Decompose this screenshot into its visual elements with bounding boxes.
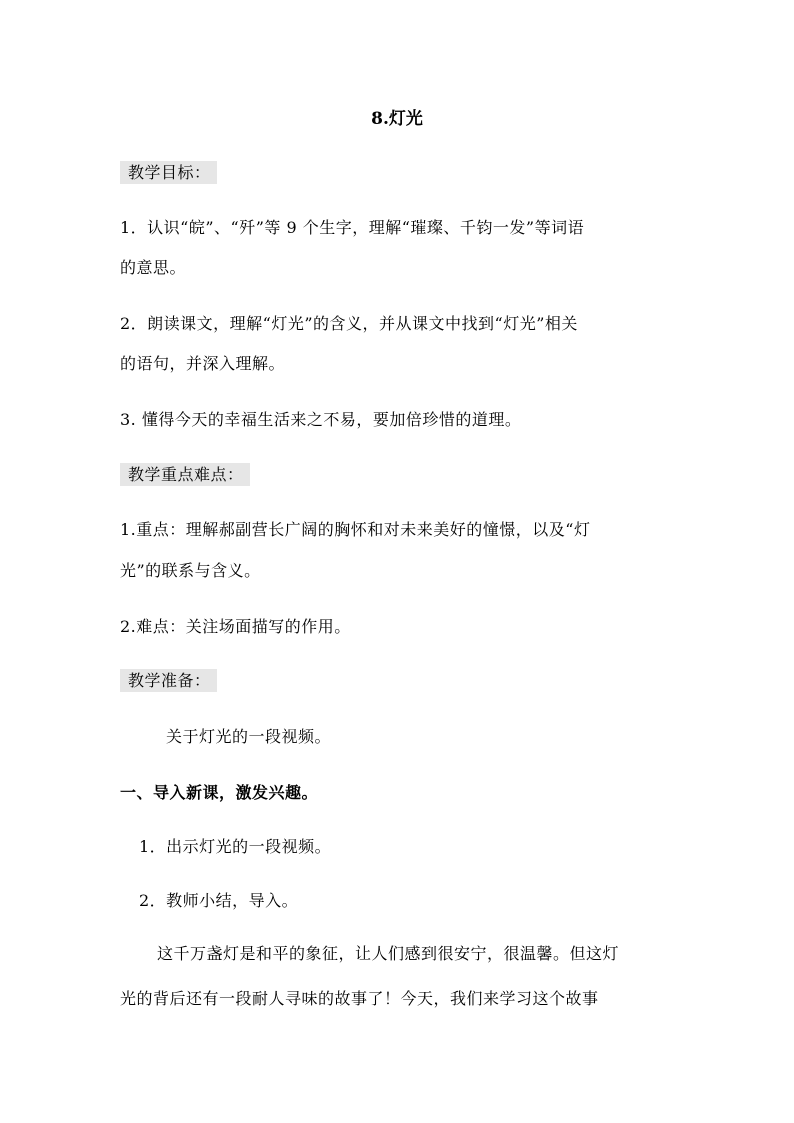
prep-heading-row (120, 671, 217, 691)
goal-1-line-2: 的意思。 (120, 258, 187, 277)
keypoints-heading-row (120, 465, 250, 485)
goals-heading-row (120, 163, 217, 183)
lesson-title: 8.灯光 (371, 109, 423, 129)
goal-2-line-1: 2．朗读课文，理解“灯光”的含义，并从课文中找到“灯光”相关 (120, 314, 578, 333)
keypoint-1-line-2: 光”的联系与含义。 (120, 561, 261, 580)
paragraph-line-1: 这千万盏灯是和平的象征，让人们感到很安宁，很温馨。但这灯 (157, 944, 620, 963)
keypoints-heading: 教学重点难点： (120, 463, 250, 486)
prep-text: 关于灯光的一段视频。 (166, 727, 332, 746)
keypoint-1-line-1: 1.重点：理解郝副营长广阔的胸怀和对未来美好的憧憬，以及“灯 (120, 520, 591, 539)
step-1: 1．出示灯光的一段视频。 (139, 837, 332, 856)
section-1-heading: 一、导入新课，激发兴趣。 (120, 783, 319, 802)
goal-1-line-1: 1．认识“皖”、“歼”等 9 个生字，理解“璀璨、千钧一发”等词语 (120, 218, 585, 237)
goals-heading: 教学目标： (120, 161, 217, 184)
keypoint-2: 2.难点：关注场面描写的作用。 (120, 617, 351, 636)
goal-3: 3. 懂得今天的幸福生活来之不易，要加倍珍惜的道理。 (120, 410, 522, 429)
step-2: 2．教师小结，导入。 (139, 891, 299, 910)
prep-heading: 教学准备： (120, 669, 217, 692)
goal-2-line-2: 的语句，并深入理解。 (120, 354, 286, 373)
paragraph-line-2: 光的背后还有一段耐人寻味的故事了！今天，我们来学习这个故事 (120, 989, 599, 1008)
